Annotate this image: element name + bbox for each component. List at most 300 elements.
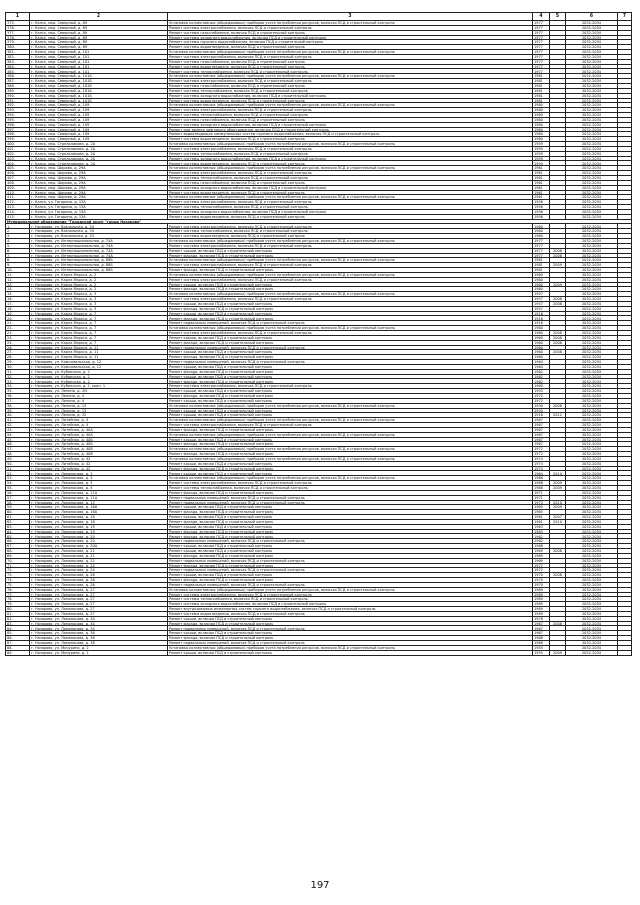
row-number-cell: 21. xyxy=(6,321,30,326)
address-cell: г. Канск, мкр. Северный, д. 89 xyxy=(30,45,168,50)
address-cell: г. Назарово, ул. Ленина, д. 13 xyxy=(30,408,168,413)
row-number-cell: 54. xyxy=(6,481,30,486)
planned-period-cell: 2032-2034 xyxy=(566,398,618,403)
address-cell: г. Назарово, ул. Интернациональная, д. 88Б xyxy=(30,268,168,273)
address-cell: г. Назарово, ул. Ломоносова, д. 30 xyxy=(30,616,168,621)
year-built-cell: 1960 xyxy=(533,224,550,229)
row-number-cell: 2. xyxy=(6,229,30,234)
work-type-cell: Ремонт фасада, включая ПСД и строительный контроль xyxy=(168,466,533,471)
work-type-cell: Ремонт системы электроснабжения, включая ПСД и строительный контроль xyxy=(168,423,533,428)
address-cell: г. Канск, мкр. Северный, д. 109 xyxy=(30,103,168,108)
row-number-cell: 380. xyxy=(6,45,30,50)
row-number-cell: 60. xyxy=(6,510,30,515)
address-cell: г. Назарово, ул. Карла Маркса, д. 3 xyxy=(30,301,168,306)
address-cell: г. Канск, мкр. Северный, д. 101Б xyxy=(30,83,168,88)
municipality-title: Муниципальное образование "Городской округ "город Назарово" xyxy=(6,219,632,224)
work-type-cell: Установка коллективных (общедомовых) приборов учета потребления ресурсов, включая ПСД и строительный контроль xyxy=(168,103,533,108)
planned-period-cell: 2032-2034 xyxy=(566,355,618,360)
work-type-cell: Ремонт крыши, включая ПСД и строительный контроль xyxy=(168,248,533,253)
year-built-cell: 1962 xyxy=(533,379,550,384)
work-type-cell: Установка коллективных (общедомовых) приборов учета потребления ресурсов, включая ПСД и строительный контроль xyxy=(168,403,533,408)
work-type-cell: Ремонт крыши, включая ПСД и строительный контроль xyxy=(168,437,533,442)
address-cell: г. Назарово, ул. Карла Маркса, д. 2 xyxy=(30,287,168,292)
year-built-cell: 1960 xyxy=(533,335,550,340)
row-number-cell: 89. xyxy=(6,650,30,655)
row-number-cell: 37. xyxy=(6,398,30,403)
row-number-cell: 385. xyxy=(6,69,30,74)
row-number-cell: 376. xyxy=(6,25,30,30)
year-built-cell: 1981 xyxy=(533,74,550,79)
work-type-cell: Установка коллективных (общедомовых) приборов учета потребления ресурсов, включая ПСД и строительный контроль xyxy=(168,21,533,26)
planned-period-cell: 2032-2034 xyxy=(566,151,618,156)
year-built-cell: 1930 xyxy=(533,408,550,413)
year-built-cell: 1965 xyxy=(533,505,550,510)
row-number-cell: 392. xyxy=(6,103,30,108)
work-type-cell: Ремонт системы горячего водоснабжения, включая ПСД и строительный контроль xyxy=(168,40,533,45)
row-number-cell: 6. xyxy=(6,248,30,253)
row-number-cell: 49. xyxy=(6,456,30,461)
address-cell: г. Назарово, ул. Интернациональная, д. 88Б xyxy=(30,263,168,268)
planned-period-cell: 2032-2034 xyxy=(566,636,618,641)
work-type-cell: Установка коллективных (общедомовых) приборов учета потребления ресурсов, включая ПСД и строительный контроль xyxy=(168,587,533,592)
address-cell: г. Канск, мкр. Стрельникова, д. 2А xyxy=(30,161,168,166)
year-built-cell: 1968 xyxy=(533,544,550,549)
row-number-cell: 70. xyxy=(6,558,30,563)
last-repair-year-cell: 2008 xyxy=(550,350,566,355)
table-row xyxy=(6,238,632,243)
last-repair-year-cell: 2008 xyxy=(550,548,566,553)
work-type-cell: Ремонт системы теплоснабжения, включая ПСД и строительный контроль xyxy=(168,205,533,210)
year-built-cell: 1961 xyxy=(533,171,550,176)
year-built-cell: 1967 xyxy=(533,437,550,442)
page-number: 197 xyxy=(310,880,330,891)
year-built-cell: 1961 xyxy=(533,190,550,195)
column-number-header-row xyxy=(6,13,632,21)
last-repair-year-cell: 2010 xyxy=(550,519,566,524)
year-built-cell: 1960 xyxy=(533,326,550,331)
column-header: 7 xyxy=(618,13,632,21)
work-type-cell: Ремонт крыши, включая ПСД и строительный контроль xyxy=(168,398,533,403)
planned-period-cell: 2032-2034 xyxy=(566,524,618,529)
address-cell: г. Назарово, ул. Литейная, д. 40Б xyxy=(30,437,168,442)
work-type-cell: Ремонт подвальных помещений, включая ПСД и строительный контроль xyxy=(168,558,533,563)
planned-period-cell: 2032-2034 xyxy=(566,45,618,50)
address-cell: г. Назарово, ул. Литейная, д. 42 xyxy=(30,466,168,471)
planned-period-cell: 2032-2034 xyxy=(566,248,618,253)
address-cell: г. Канск, мкр. Северный, д. 109 xyxy=(30,132,168,137)
last-repair-year-cell: 2008 xyxy=(550,301,566,306)
year-built-cell: 1972 xyxy=(533,568,550,573)
address-cell: г. Назарово, ул. Карла Маркса, д. 7 xyxy=(30,326,168,331)
planned-period-cell: 2032-2034 xyxy=(566,408,618,413)
year-built-cell: 1969 xyxy=(533,553,550,558)
year-built-cell: 1977 xyxy=(533,54,550,59)
planned-period-cell: 2032-2034 xyxy=(566,515,618,520)
planned-period-cell: 2032-2034 xyxy=(566,83,618,88)
work-type-cell: Ремонт подвальных помещений, включая ПСД и строительный контроль xyxy=(168,641,533,646)
address-cell: г. Канск, мкр. Северный, д. 89 xyxy=(30,40,168,45)
year-built-cell: 1968 xyxy=(533,486,550,491)
work-type-cell: Ремонт крыши, включая ПСД и строительный контроль xyxy=(168,471,533,476)
row-number-cell: 52. xyxy=(6,471,30,476)
address-cell: г. Назарово, ул. Литейная, д. 42 xyxy=(30,456,168,461)
year-built-cell: 1930 xyxy=(533,403,550,408)
address-cell: г. Канск, мкр. Северный, д. 109 xyxy=(30,108,168,113)
work-type-cell: Ремонт крыши, включая ПСД и строительный контроль xyxy=(168,350,533,355)
row-number-cell: 81. xyxy=(6,611,30,616)
year-built-cell: 1989 xyxy=(533,597,550,602)
address-cell: г. Назарово, ул. Вокзальная, д. 54 xyxy=(30,229,168,234)
year-built-cell: 1956 xyxy=(533,209,550,214)
planned-period-cell: 2032-2034 xyxy=(566,350,618,355)
address-cell: г. Канск, ул. Гагарина, д. 13А xyxy=(30,214,168,219)
year-built-cell: 1962 xyxy=(533,374,550,379)
planned-period-cell: 2032-2034 xyxy=(566,466,618,471)
last-repair-year-cell: 2009 xyxy=(550,263,566,268)
planned-period-cell: 2032-2034 xyxy=(566,393,618,398)
work-type-cell: Ремонт системы газоснабжения, включая ПСД и строительный контроль xyxy=(168,30,533,35)
row-number-cell: 375. xyxy=(6,21,30,26)
row-number-cell: 29. xyxy=(6,360,30,365)
year-built-cell: 1980 xyxy=(533,132,550,137)
planned-period-cell: 2032-2034 xyxy=(566,311,618,316)
row-number-cell: 82. xyxy=(6,616,30,621)
row-number-cell: 64. xyxy=(6,529,30,534)
planned-period-cell: 2032-2034 xyxy=(566,582,618,587)
row-number-cell: 79. xyxy=(6,602,30,607)
planned-period-cell: 2032-2034 xyxy=(566,277,618,282)
year-built-cell: 1989 xyxy=(533,607,550,612)
row-number-cell: 415. xyxy=(6,214,30,219)
planned-period-cell: 2032-2034 xyxy=(566,369,618,374)
address-cell: г. Канск, мкр. Северный, д. 101 xyxy=(30,50,168,55)
work-type-cell: Ремонт фасада, включая ПСД и строительный контроль xyxy=(168,340,533,345)
year-built-cell: 1974 xyxy=(533,466,550,471)
row-number-cell: 56. xyxy=(6,490,30,495)
row-number-cell: 85. xyxy=(6,631,30,636)
planned-period-cell: 2032-2034 xyxy=(566,98,618,103)
planned-period-cell: 2032-2034 xyxy=(566,238,618,243)
row-number-cell: 377. xyxy=(6,30,30,35)
row-number-cell: 84. xyxy=(6,626,30,631)
address-cell: г. Назарово, ул. Вокзальная, д. 54 xyxy=(30,234,168,239)
last-repair-year-cell: 2009 xyxy=(550,486,566,491)
work-type-cell: Ремонт фасада, включая ПСД и строительный контроль xyxy=(168,316,533,321)
address-cell: г. Назарово, ул. Ломоносова, д. 27 xyxy=(30,602,168,607)
work-type-cell: Ремонт фасада, включая ПСД и строительный контроль xyxy=(168,355,533,360)
year-built-cell: 1980 xyxy=(533,127,550,132)
last-repair-year-cell: 2010 xyxy=(550,471,566,476)
year-built-cell: 1980 xyxy=(533,113,550,118)
row-number-cell: 74. xyxy=(6,578,30,583)
work-type-cell: Ремонт системы теплоснабжения, включая ПСД и строительный контроль xyxy=(168,88,533,93)
work-type-cell: Установка коллективных (общедомовых) приборов учета потребления ресурсов, включая ПСД и строительный контроль xyxy=(168,258,533,263)
work-type-cell: Ремонт фасада, включая ПСД и строительный контроль xyxy=(168,452,533,457)
planned-period-cell: 2032-2034 xyxy=(566,54,618,59)
work-type-cell: Ремонт фасада, включая ПСД и строительный контроль xyxy=(168,253,533,258)
planned-period-cell: 2032-2034 xyxy=(566,287,618,292)
planned-period-cell: 2032-2034 xyxy=(566,495,618,500)
year-built-cell: 1977 xyxy=(533,59,550,64)
last-repair-year-cell: 2008 xyxy=(550,621,566,626)
address-cell: г. Назарово, ул. Литейная, д. 40А xyxy=(30,427,168,432)
work-type-cell: Ремонт системы теплоснабжения, включая ПСД и строительный контроль xyxy=(168,113,533,118)
work-type-cell: Ремонт внутридомовых инженерных систем горячего водоснабжения, включая ПСД и строительный контроль xyxy=(168,607,533,612)
column-header: 2 xyxy=(30,13,168,21)
year-built-cell: 1967 xyxy=(533,423,550,428)
address-cell: г. Назарово, ул. Карла Маркса, д. 11 xyxy=(30,350,168,355)
row-number-cell: 404. xyxy=(6,161,30,166)
year-built-cell: 1959 xyxy=(533,142,550,147)
year-built-cell: 1956 xyxy=(533,205,550,210)
row-number-cell: 63. xyxy=(6,524,30,529)
year-built-cell: 1974 xyxy=(533,456,550,461)
work-type-cell: Ремонт подвальных помещений, включая ПСД и строительный контроль xyxy=(168,568,533,573)
work-type-cell: Ремонт системы газоснабжения, включая ПСД и строительный контроль xyxy=(168,83,533,88)
row-number-cell: 75. xyxy=(6,582,30,587)
work-type-cell: Установка коллективных (общедомовых) приборов учета потребления ресурсов, включая ПСД и строительный контроль xyxy=(168,195,533,200)
year-built-cell: 1960 xyxy=(533,350,550,355)
planned-period-cell: 2032-2034 xyxy=(566,161,618,166)
year-built-cell: 1960 xyxy=(533,287,550,292)
work-type-cell: Ремонт крыши, включая ПСД и строительный контроль xyxy=(168,335,533,340)
year-built-cell: 1960 xyxy=(533,277,550,282)
planned-period-cell: 2032-2034 xyxy=(566,93,618,98)
work-type-cell: Ремонт системы электроснабжения, включая ПСД и строительный контроль xyxy=(168,146,533,151)
row-number-cell: 15. xyxy=(6,292,30,297)
planned-period-cell: 2032-2034 xyxy=(566,166,618,171)
year-built-cell: 1980 xyxy=(533,117,550,122)
address-cell: г. Назарово, ул. Ломоносова, д. 21 xyxy=(30,553,168,558)
planned-period-cell: 2032-2034 xyxy=(566,88,618,93)
planned-period-cell: 2032-2034 xyxy=(566,389,618,394)
planned-period-cell: 2032-2034 xyxy=(566,200,618,205)
planned-period-cell: 2032-2034 xyxy=(566,229,618,234)
row-number-cell: 397. xyxy=(6,127,30,132)
year-built-cell: 1977 xyxy=(533,30,550,35)
row-number-cell: 405. xyxy=(6,166,30,171)
planned-period-cell: 2032-2034 xyxy=(566,64,618,69)
planned-period-cell: 2032-2034 xyxy=(566,476,618,481)
planned-period-cell: 2032-2034 xyxy=(566,568,618,573)
planned-period-cell: 2032-2034 xyxy=(566,185,618,190)
year-built-cell: 1959 xyxy=(533,146,550,151)
planned-period-cell: 2032-2034 xyxy=(566,321,618,326)
address-cell: г. Назарово, ул. Ленина, д. 13 xyxy=(30,403,168,408)
work-type-cell: Ремонт системы холодного водоснабжения, включая ПСД и строительный контроль xyxy=(168,209,533,214)
planned-period-cell: 2032-2034 xyxy=(566,578,618,583)
work-type-cell: Ремонт подвальных помещений, включая ПСД и строительный контроль xyxy=(168,345,533,350)
work-type-cell: Установка коллективных (общедомовых) приборов учета потребления ресурсов, включая ПСД и строительный контроль xyxy=(168,292,533,297)
address-cell: г. Канск, ул. Гагарина, д. 13А xyxy=(30,205,168,210)
address-cell: г. Назарово, ул. Карла Маркса, д. 3 xyxy=(30,292,168,297)
last-repair-year-cell: 2008 xyxy=(550,403,566,408)
work-type-cell: Ремонт системы водоотведения, включая ПСД и строительный контроль xyxy=(168,190,533,195)
work-type-cell: Ремонт системы холодного водоснабжения, включая ПСД и строительный контроль xyxy=(168,122,533,127)
row-number-cell: 384. xyxy=(6,64,30,69)
work-type-cell: Ремонт крыши, включая ПСД и строительный контроль xyxy=(168,301,533,306)
address-cell: г. Назарово, ул. Литейная, д. 4 xyxy=(30,418,168,423)
address-cell: г. Назарово, ул. Ломоносова, д. 22 xyxy=(30,558,168,563)
work-type-cell: Ремонт системы электроснабжения, включая ПСД и строительный контроль xyxy=(168,54,533,59)
row-number-cell: 48. xyxy=(6,452,30,457)
year-built-cell: 1977 xyxy=(533,21,550,26)
row-number-cell: 414. xyxy=(6,209,30,214)
planned-period-cell: 2032-2034 xyxy=(566,539,618,544)
row-number-cell: 12. xyxy=(6,277,30,282)
planned-period-cell: 2032-2034 xyxy=(566,529,618,534)
planned-period-cell: 2032-2034 xyxy=(566,427,618,432)
year-built-cell: 1981 xyxy=(533,83,550,88)
planned-period-cell: 2032-2034 xyxy=(566,481,618,486)
year-built-cell: 1981 xyxy=(533,263,550,268)
row-number-cell: 35. xyxy=(6,389,30,394)
row-number-cell: 402. xyxy=(6,151,30,156)
row-number-cell: 396. xyxy=(6,122,30,127)
row-number-cell: 61. xyxy=(6,515,30,520)
row-number-cell: 88. xyxy=(6,645,30,650)
row-number-cell: 34. xyxy=(6,384,30,389)
row-number-cell: 55. xyxy=(6,486,30,491)
row-number-cell: 8. xyxy=(6,258,30,263)
year-built-cell: 1963 xyxy=(533,529,550,534)
year-built-cell: 1971 xyxy=(533,490,550,495)
work-type-cell: Ремонт крыши, включая ПСД и строительный контроль xyxy=(168,524,533,529)
planned-period-cell: 2032-2034 xyxy=(566,35,618,40)
column-header: 5 xyxy=(550,13,566,21)
row-number-cell: 400. xyxy=(6,142,30,147)
year-built-cell: 1981 xyxy=(533,93,550,98)
year-built-cell: 1956 xyxy=(533,214,550,219)
row-number-cell: 410. xyxy=(6,190,30,195)
planned-period-cell: 2032-2034 xyxy=(566,103,618,108)
work-type-cell: Ремонт системы водоотведения, включая ПСД и строительный контроль xyxy=(168,234,533,239)
planned-period-cell: 2032-2034 xyxy=(566,558,618,563)
work-type-cell: Ремонт системы холодного водоснабжения, включая ПСД и строительный контроль xyxy=(168,93,533,98)
year-built-cell: 1989 xyxy=(533,611,550,616)
row-number-cell: 40. xyxy=(6,413,30,418)
address-cell: г. Канск, мкр. Северный, д. 109 xyxy=(30,137,168,142)
planned-period-cell: 2032-2034 xyxy=(566,146,618,151)
year-built-cell: 1959 xyxy=(533,156,550,161)
year-built-cell: 1963 xyxy=(533,524,550,529)
planned-period-cell: 2032-2034 xyxy=(566,437,618,442)
address-cell: г. Назарово, ул. Ломоносова, д. 20 xyxy=(30,534,168,539)
work-type-cell: Ремонт системы теплоснабжения, включая ПСД и строительный контроль xyxy=(168,151,533,156)
planned-period-cell: 2032-2034 xyxy=(566,195,618,200)
address-cell: г. Назарово, ул. Литейная, д. 40А xyxy=(30,432,168,437)
row-number-cell: 407. xyxy=(6,176,30,181)
address-cell: г. Назарово, ул. Интернациональная, д. 74А xyxy=(30,243,168,248)
work-type-cell: Ремонт крыши, включая ПСД и строительный контроль xyxy=(168,408,533,413)
address-cell: г. Назарово, ул. Ломоносова, д. 36 xyxy=(30,636,168,641)
planned-period-cell: 2032-2034 xyxy=(566,364,618,369)
work-type-cell: Ремонт системы холодного водоснабжения, включая ПСД и строительный контроль xyxy=(168,35,533,40)
address-cell: г. Назарово, ул. Интернациональная, д. 74А xyxy=(30,238,168,243)
address-cell: г. Назарово, ул. Карла Маркса, д. 11 xyxy=(30,345,168,350)
address-cell: г. Назарово, ул. Карла Маркса, д. 11 xyxy=(30,355,168,360)
year-built-cell: 1962 xyxy=(533,539,550,544)
address-cell: г. Канск, мкр. Северный, д. 101Б xyxy=(30,74,168,79)
year-built-cell: 1961 xyxy=(533,519,550,524)
year-built-cell: 1981 xyxy=(533,79,550,84)
planned-period-cell: 2032-2034 xyxy=(566,25,618,30)
year-built-cell: 1967 xyxy=(533,621,550,626)
year-built-cell: 1980 xyxy=(533,108,550,113)
address-cell: г. Канск, мкр. Северный, д. 89 xyxy=(30,35,168,40)
row-number-cell: 68. xyxy=(6,548,30,553)
last-repair-year-cell: 2008 xyxy=(550,340,566,345)
work-type-cell: Установка коллективных (общедомовых) приборов учета потребления ресурсов, включая ПСД и строительный контроль xyxy=(168,418,533,423)
address-cell: г. Канск, ул. Гагарина, д. 13А xyxy=(30,209,168,214)
row-number-cell: 20. xyxy=(6,316,30,321)
work-type-cell: Ремонт фасада, включая ПСД и строительный контроль xyxy=(168,306,533,311)
address-cell: г. Назарово, ул. Мичурина, д. 2 xyxy=(30,645,168,650)
planned-period-cell: 2032-2034 xyxy=(566,456,618,461)
year-built-cell: 1957 xyxy=(533,297,550,302)
planned-period-cell: 2032-2034 xyxy=(566,113,618,118)
planned-period-cell: 2032-2034 xyxy=(566,142,618,147)
row-number-cell: 78. xyxy=(6,597,30,602)
year-built-cell: 1916 xyxy=(533,321,550,326)
year-built-cell: 1960 xyxy=(533,345,550,350)
work-type-cell: Ремонт подвальных помещений, включая ПСД и строительный контроль xyxy=(168,360,533,365)
address-cell: г. Назарово, ул. Ленина, д. 4 xyxy=(30,398,168,403)
address-cell: г. Назарово, ул. Ленина, д. 32 xyxy=(30,413,168,418)
address-cell: г. Канск, мкр. Северный, д. 109 xyxy=(30,117,168,122)
document-sheet xyxy=(5,12,631,656)
year-built-cell: 1972 xyxy=(533,447,550,452)
planned-period-cell: 2032-2034 xyxy=(566,360,618,365)
planned-period-cell: 2032-2034 xyxy=(566,50,618,55)
row-number-cell: 46. xyxy=(6,442,30,447)
year-built-cell: 1977 xyxy=(533,40,550,45)
year-built-cell: 1916 xyxy=(533,311,550,316)
address-cell: г. Назарово, ул. Ломоносова, д. 27 xyxy=(30,607,168,612)
planned-period-cell: 2032-2034 xyxy=(566,171,618,176)
work-type-cell: Ремонт системы газоснабжения, включая ПСД и строительный контроль xyxy=(168,180,533,185)
address-cell: г. Канск, мкр. Шарова, д. 29А xyxy=(30,176,168,181)
planned-period-cell: 2032-2034 xyxy=(566,548,618,553)
year-built-cell: 1957 xyxy=(533,301,550,306)
work-type-cell: Ремонт системы теплоснабжения, включая ПСД и строительный контроль xyxy=(168,69,533,74)
planned-period-cell: 2032-2034 xyxy=(566,597,618,602)
last-repair-year-cell: 2009 xyxy=(550,505,566,510)
address-cell: г. Канск, мкр. Шарова, д. 29А xyxy=(30,185,168,190)
row-number-cell: 24. xyxy=(6,335,30,340)
row-number-cell: 44. xyxy=(6,432,30,437)
address-cell: г. Назарово, ул. Литейная, д. 40В xyxy=(30,452,168,457)
address-cell: г. Назарово, ул. Ломоносова, д. 26 xyxy=(30,578,168,583)
year-built-cell: 1977 xyxy=(533,25,550,30)
year-built-cell: 1960 xyxy=(533,272,550,277)
last-repair-year-cell: 2010 xyxy=(550,500,566,505)
year-built-cell: 1961 xyxy=(533,180,550,185)
year-built-cell: 1970 xyxy=(533,578,550,583)
year-built-cell: 1964 xyxy=(533,364,550,369)
planned-period-cell: 2032-2034 xyxy=(566,423,618,428)
address-cell: г. Канск, мкр. Северный, д. 101Б xyxy=(30,98,168,103)
address-cell: г. Назарово, ул. Ломоносова, д. 5 xyxy=(30,486,168,491)
planned-period-cell: 2032-2034 xyxy=(566,587,618,592)
row-number-cell: 17. xyxy=(6,301,30,306)
address-cell: г. Назарово, ул. Ломоносова, д. 26 xyxy=(30,573,168,578)
row-number-cell: 47. xyxy=(6,447,30,452)
row-number-cell: 394. xyxy=(6,113,30,118)
year-built-cell: 1959 xyxy=(533,161,550,166)
row-number-cell: 382. xyxy=(6,54,30,59)
work-type-cell: Ремонт крыши, включая ПСД и строительный контроль xyxy=(168,282,533,287)
